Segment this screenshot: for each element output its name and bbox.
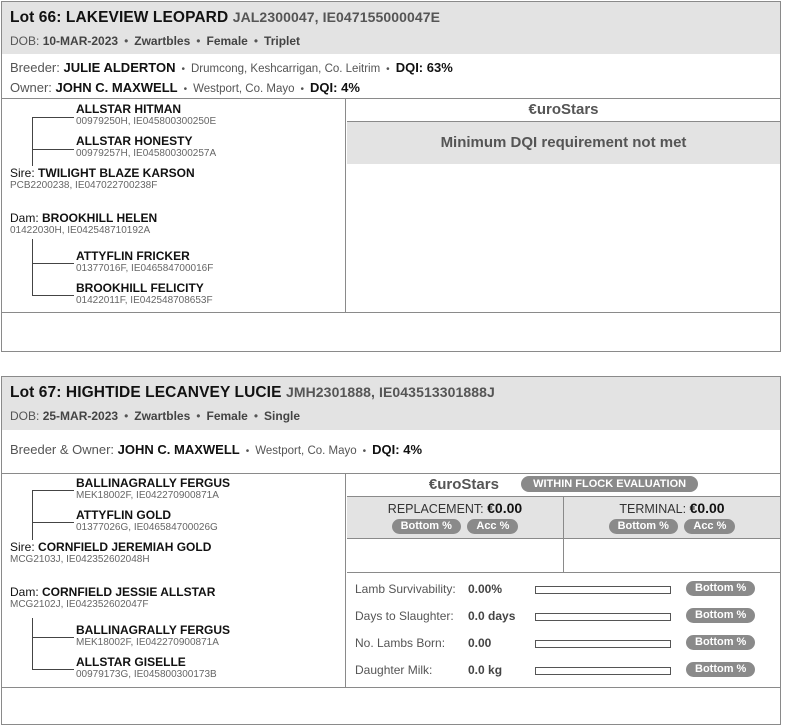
trait-value: 0.00% <box>468 582 503 596</box>
dam-label: Dam: <box>10 585 39 599</box>
dam-sire-name: BALLINAGRALLY FERGUS <box>76 623 231 637</box>
sire-ids: PCB2200238, IE047022700238F <box>10 180 158 191</box>
terminal-star-badge: Bottom % <box>609 519 678 534</box>
sex: Female <box>206 34 248 48</box>
dam-dam-name: ALLSTAR GISELLE <box>76 655 186 669</box>
lot-card <box>1 1 781 352</box>
dam-sire <box>76 250 213 274</box>
sire-dam-ids: 00979257H, IE045800300257A <box>76 148 217 159</box>
breeder-line: Breeder: JULIE ALDERTON • Drumcong, Keshcarrigan, Co. Leitrim • DQI: 63% <box>10 60 453 75</box>
sire-sire-name: ALLSTAR HITMAN <box>76 102 182 116</box>
index-spacer <box>347 539 780 573</box>
owner-name: JOHN C. MAXWELL <box>55 80 178 95</box>
pedigree-connector <box>32 239 33 295</box>
dam-sire-ids: MEK18002F, IE042270900871A <box>76 637 219 648</box>
dqi-message: Minimum DQI requirement not met <box>347 122 780 164</box>
sire-dam <box>76 135 216 159</box>
lot-header <box>2 377 780 430</box>
trait-bar <box>535 640 671 648</box>
dam-ids: MCG2102J, IE042352602047F <box>10 599 149 610</box>
pedigree-connector <box>32 295 74 296</box>
trait-bar <box>535 613 671 621</box>
dob-value: 25-MAR-2023 <box>42 409 119 423</box>
pedigree-connector <box>32 149 74 150</box>
pedigree-connector <box>32 522 74 523</box>
dam-dam-ids: 00979173G, IE045800300173B <box>76 669 217 680</box>
sex: Female <box>206 409 248 423</box>
within-flock-badge: WITHIN FLOCK EVALUATION <box>521 476 698 492</box>
pedigree-connector <box>32 263 74 264</box>
trait-value: 0.0 kg <box>468 663 503 677</box>
trait-row <box>355 661 780 679</box>
terminal-label: TERMINAL: <box>619 502 687 516</box>
replacement-acc-badge: Acc % <box>467 519 518 534</box>
terminal-value: €0.00 <box>689 500 725 516</box>
lot-body <box>2 474 780 688</box>
dam-dam <box>76 282 213 306</box>
dam-sire-ids: 01377016F, IE046584700016F <box>76 263 214 274</box>
breeder-label: Breeder: <box>10 60 60 75</box>
terminal-acc-badge: Acc % <box>684 519 735 534</box>
breeder-location: Drumcong, Keshcarrigan, Co. Leitrim <box>190 63 381 75</box>
trait-label: Daughter Milk: <box>355 663 433 677</box>
lot-title <box>10 384 772 402</box>
dam <box>10 586 215 610</box>
eurostars-title-text: €uroStars <box>428 476 499 493</box>
dam-name: BROOKHILL HELEN <box>42 211 158 225</box>
pedigree-connector <box>32 117 33 166</box>
lot-header <box>2 2 780 54</box>
breeder-owner-label: Breeder & Owner: <box>10 442 115 457</box>
breeder-owner-dqi: DQI: 4% <box>372 442 423 457</box>
sire-sire-name: BALLINAGRALLY FERGUS <box>76 476 231 490</box>
owner-dqi: DQI: 4% <box>310 80 360 95</box>
dam-dam <box>76 656 217 680</box>
sire-dam-ids: 01377026G, IE046584700026G <box>76 522 218 533</box>
people-section <box>2 54 780 99</box>
breed: Zwartbles <box>134 34 191 48</box>
dob-line: DOB: 25-MAR-2023 • Zwartbles • Female • Single <box>10 409 301 423</box>
lot-name: Lot 67: HIGHTIDE LECANVEY LUCIE <box>10 384 282 401</box>
breeder-dqi: DQI: 63% <box>395 60 453 75</box>
trait-row <box>355 580 780 598</box>
eurostars-title <box>347 474 780 497</box>
sire-sire-ids: 00979250H, IE045800300250E <box>76 116 217 127</box>
pedigree-connector <box>32 490 33 540</box>
trait-row <box>355 634 780 652</box>
trait-label: Days to Slaughter: <box>355 609 454 623</box>
terminal-index <box>563 497 780 538</box>
lot-body <box>2 99 780 313</box>
replacement-star-badge: Bottom % <box>392 519 461 534</box>
trait-bar <box>535 586 671 594</box>
sire-label: Sire: <box>10 166 35 180</box>
owner-location: Westport, Co. Mayo <box>193 83 295 95</box>
lot-ids: JMH2301888, IE043513301888J <box>285 384 495 400</box>
trait-badge: Bottom % <box>686 581 755 596</box>
pedigree-connector <box>32 490 74 491</box>
sire-sire <box>76 477 230 501</box>
lot-ids: JAL2300047, IE047155000047E <box>232 9 441 25</box>
dam-dam-name: BROOKHILL FELICITY <box>76 281 204 295</box>
sire-ids: MCG2103J, IE042352602048H <box>10 554 150 565</box>
eurostars-panel <box>347 474 780 687</box>
lot-title <box>10 9 772 27</box>
dob-label: DOB: <box>10 409 40 423</box>
trait-value: 0.00 <box>468 636 492 650</box>
dam-dam-ids: 01422011F, IE042548708653F <box>76 295 213 306</box>
dam-sire <box>76 624 230 648</box>
lot-footer <box>2 688 780 726</box>
trait-badge: Bottom % <box>686 635 755 650</box>
sire-sire <box>76 103 216 127</box>
sire-name: TWILIGHT BLAZE KARSON <box>38 166 195 180</box>
dam-sire-name: ATTYFLIN FRICKER <box>76 249 190 263</box>
replacement-index <box>347 497 563 538</box>
replacement-label: REPLACEMENT: <box>387 502 484 516</box>
trait-badge: Bottom % <box>686 608 755 623</box>
sire-dam <box>76 509 218 533</box>
lot-footer <box>2 313 780 351</box>
sire <box>10 167 195 191</box>
dob-line: DOB: 10-MAR-2023 • Zwartbles • Female • Triplet <box>10 34 301 48</box>
dob-label: DOB: <box>10 34 40 48</box>
eurostars-title <box>347 99 780 122</box>
sire-name: CORNFIELD JEREMIAH GOLD <box>38 540 212 554</box>
trait-badge: Bottom % <box>686 662 755 677</box>
sire-sire-ids: MEK18002F, IE042270900871A <box>76 490 219 501</box>
replacement-value: €0.00 <box>487 500 523 516</box>
breeder-name: JULIE ALDERTON <box>63 60 176 75</box>
dam-label: Dam: <box>10 211 39 225</box>
eurostars-panel <box>347 99 780 312</box>
pedigree-connector <box>32 637 74 638</box>
pedigree-connector <box>32 669 74 670</box>
dam <box>10 212 157 236</box>
sire-label: Sire: <box>10 540 35 554</box>
trait-label: Lamb Survivability: <box>355 582 456 596</box>
birth-type: Single <box>264 409 301 423</box>
breeder-owner-name: JOHN C. MAXWELL <box>117 442 240 457</box>
pedigree-connector <box>32 117 74 118</box>
owner-line: Owner: JOHN C. MAXWELL • Westport, Co. Mayo • DQI: 4% <box>10 80 360 95</box>
trait-label: No. Lambs Born: <box>355 636 446 650</box>
trait-bar <box>535 667 671 675</box>
pedigree-connector <box>32 618 33 669</box>
pedigree <box>2 474 346 687</box>
sire <box>10 541 211 565</box>
dam-ids: 01422030H, IE042548710192A <box>10 225 151 236</box>
breeder-owner-location: Westport, Co. Mayo <box>255 445 357 457</box>
dob-value: 10-MAR-2023 <box>42 34 119 48</box>
birth-type: Triplet <box>264 34 301 48</box>
index-row <box>347 497 780 539</box>
people-section <box>2 430 780 474</box>
trait-value: 0.0 days <box>468 609 516 623</box>
owner-label: Owner: <box>10 80 52 95</box>
breed: Zwartbles <box>134 409 191 423</box>
lot-name: Lot 66: LAKEVIEW LEOPARD <box>10 9 229 26</box>
lot-card <box>1 376 781 725</box>
trait-row <box>355 607 780 625</box>
sire-dam-name: ALLSTAR HONESTY <box>76 134 193 148</box>
eurostars-title-text: €uroStars <box>528 101 599 118</box>
sire-dam-name: ATTYFLIN GOLD <box>76 508 172 522</box>
pedigree <box>2 99 346 312</box>
breeder-owner-line: Breeder & Owner: JOHN C. MAXWELL • Westport, Co. Mayo • DQI: 4% <box>10 442 423 457</box>
dam-name: CORNFIELD JESSIE ALLSTAR <box>42 585 216 599</box>
